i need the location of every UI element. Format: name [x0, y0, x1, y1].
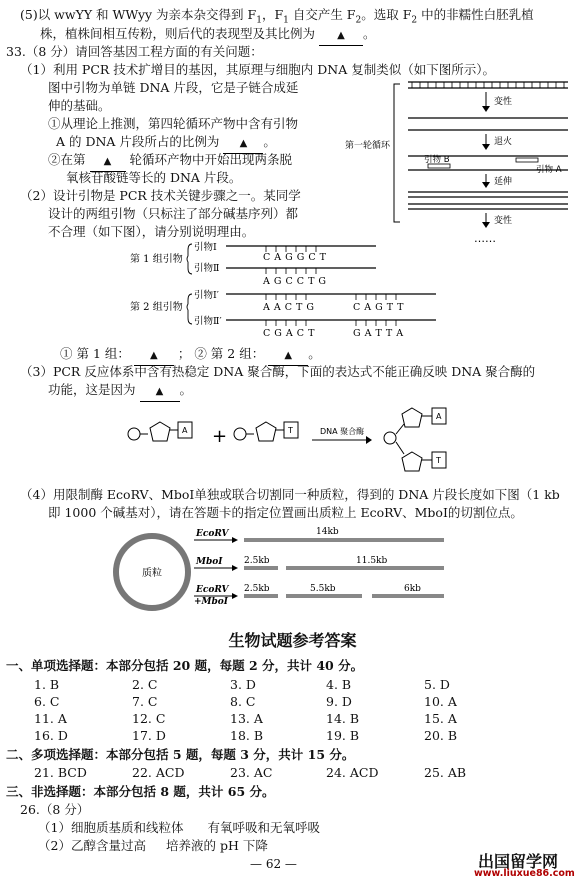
group2-label: 第 2 组引物 [130, 302, 183, 313]
single-row: 6. C 7. C 8. C 9. D 10. A [34, 694, 457, 709]
plus-sign: + [212, 426, 228, 447]
frag-label-14kb: 14kb [316, 527, 339, 537]
primer-1p-seq-b: C A G T T [353, 302, 404, 313]
plasmid-digest-diagram [110, 524, 460, 620]
polymerase-reaction-diagram [120, 396, 470, 484]
label-extend: 延伸 [494, 177, 513, 187]
q33-1-line1: （1）利用 PCR 技术扩增目的基因，其原理与细胞内 DNA 复制类似（如下图所示）。 [20, 62, 495, 77]
primer-2p-label: 引物Ⅱ′ [194, 316, 222, 327]
q33-1-line3: 伸的基础。 [48, 98, 111, 113]
q33-4-line2: 即 1000 个碱基对），请在答题卡的指定位置画出质粒上 EcoRV、MboⅠ的切割位点。 [48, 505, 523, 520]
primer-diagram [130, 238, 450, 346]
q33-2-line3: 不合理（如下图），请分别说明理由。 [48, 224, 255, 239]
section3-heading: 三、非选择题：本部分包括 8 题，共计 65 分。 [6, 784, 275, 799]
frag-label-2.5kb-b: 2.5kb [244, 584, 270, 594]
label-primer-b: 引物 B [424, 155, 450, 165]
primer-2-label: 引物Ⅱ [194, 263, 220, 274]
q33-1a-line1: ①从理论上推测，第四轮循环产物中含有引物 [48, 116, 299, 131]
q33-3-line2: 功能，这是因为 ▲ 。 [48, 381, 192, 402]
primer-2p-seq-b: G A T T A [353, 328, 404, 339]
primer-1-seq: C A G G C T [263, 252, 327, 263]
cycle-bracket [394, 84, 400, 222]
primer-2p-seq-a: C G A C T [263, 328, 315, 339]
answer-blank: ▲ [134, 347, 174, 366]
q32-5-line1: (5)以 wwYY 和 WWyy 为亲本杂交得到 $F_1$，$F_1$ 自交产生 $F_2$。选取 $F_2$ 中的非糯性白胚乳植 [20, 7, 534, 26]
sugar-pentagon [150, 422, 170, 441]
enzyme-label: DNA 聚合酶 [320, 427, 365, 436]
continuation-dots: …… [474, 232, 496, 245]
answer-blank: ▲ [223, 135, 263, 154]
q26-1: （1）细胞质基质和线粒体 有氧呼吸和无氧呼吸 [38, 820, 320, 835]
q33-2-line1: （2）设计引物是 PCR 技术关键步骤之一。某同学 [20, 188, 301, 203]
row3-enzyme-2: +MboI [194, 597, 229, 607]
row1-enzyme: EcoRV [196, 529, 229, 539]
q33-title: 33.（8 分）请回答基因工程方面的有关问题： [6, 44, 263, 59]
q33-1-line2: 图中引物为单链 DNA 片段，它是子链合成延 [48, 80, 299, 95]
page-number: — 62 — [250, 857, 297, 871]
q33-3-line1: （3）PCR 反应体系中含有热稳定 DNA 聚合酶，下面的表达式不能正确反映 DNA 聚合酶的 [20, 364, 536, 379]
label-anneal: 退火 [494, 137, 513, 147]
group1-label: 第 1 组引物 [130, 254, 183, 265]
product-base-t: T [436, 456, 441, 465]
frag-label-6kb: 6kb [404, 584, 421, 594]
q26-title: 26.（8 分） [20, 802, 90, 817]
base-t: T [288, 426, 293, 435]
row3-enzyme-1: EcoRV [196, 585, 229, 595]
base-a: A [182, 426, 188, 435]
answers-heading: 生物试题参考答案 [228, 631, 357, 650]
q26-2: （2）乙醇含量过高 培养液的 pH 下降 [38, 838, 268, 853]
primer-1p-label: 引物Ⅰ′ [194, 290, 219, 301]
primer-1p-seq-a: A A C T G [263, 302, 315, 313]
site-url: www.liuxue86.com [474, 868, 575, 879]
frag-label-5.5kb: 5.5kb [310, 584, 336, 594]
row2-enzyme: MboI [196, 557, 223, 567]
primer-1-label: 引物Ⅰ [194, 242, 217, 253]
q33-4-line1: （4）用限制酶 EcoRV、MboⅠ单独或联合切割同一种质粒，得到的 DNA 片段长度如下图（1 kb [20, 487, 560, 502]
multi-row: 21. BCD 22. ACD 23. AC 24. ACD 25. AB [34, 765, 467, 780]
q33-2-answer: ① 第 1 组： ▲ ； ② 第 2 组： ▲ 。 [60, 345, 321, 366]
phosphate-circle [128, 428, 140, 440]
section2-heading: 二、多项选择题：本部分包括 5 题，每题 3 分，共计 15 分。 [6, 747, 355, 762]
cycle-label: 第一轮循环 [344, 141, 390, 151]
primer-a-box [516, 158, 538, 162]
q33-1a-line2: A 的 DNA 片段所占的比例为 ▲ 。 [56, 133, 276, 154]
q33-2-line2: 设计的两组引物（只标注了部分碱基序列）都 [48, 206, 299, 221]
answer-blank: ▲ [140, 383, 180, 402]
label-primer-a: 引物 A [536, 165, 562, 175]
q33-1b-line1: ②在第 ▲ 轮循环产物中开始出现两条脱 [48, 151, 292, 172]
frag-label-2.5kb: 2.5kb [244, 556, 270, 566]
pcr-cycle-diagram [340, 76, 580, 246]
q33-1b-line2: 氧核苷酸链等长的 DNA 片段。 [66, 170, 242, 185]
q32-5-line2: 株，植株间相互传粉，则后代的表现型及其比例为 ▲ 。 [40, 25, 376, 46]
frag-label-11.5kb: 11.5kb [356, 556, 388, 566]
label-denature-2: 变性 [494, 216, 513, 226]
answer-blank: ▲ [90, 153, 126, 172]
primer-2-seq: A G C C T G [263, 276, 327, 287]
answer-blank: ▲ [319, 27, 363, 46]
plasmid-label: 质粒 [142, 568, 162, 579]
single-row: 1. B 2. C 3. D 4. B 5. D [34, 677, 450, 692]
single-row: 16. D 17. D 18. B 19. B 20. B [34, 728, 458, 743]
site-logo: 出国留学网 [478, 852, 559, 871]
section1-heading: 一、单项选择题：本部分包括 20 题，每题 2 分，共计 40 分。 [6, 658, 364, 673]
product-base-a: A [436, 412, 442, 421]
single-row: 11. A 12. C 13. A 14. B 15. A [34, 711, 457, 726]
label-denature: 变性 [494, 97, 513, 107]
answer-blank: ▲ [268, 347, 308, 366]
